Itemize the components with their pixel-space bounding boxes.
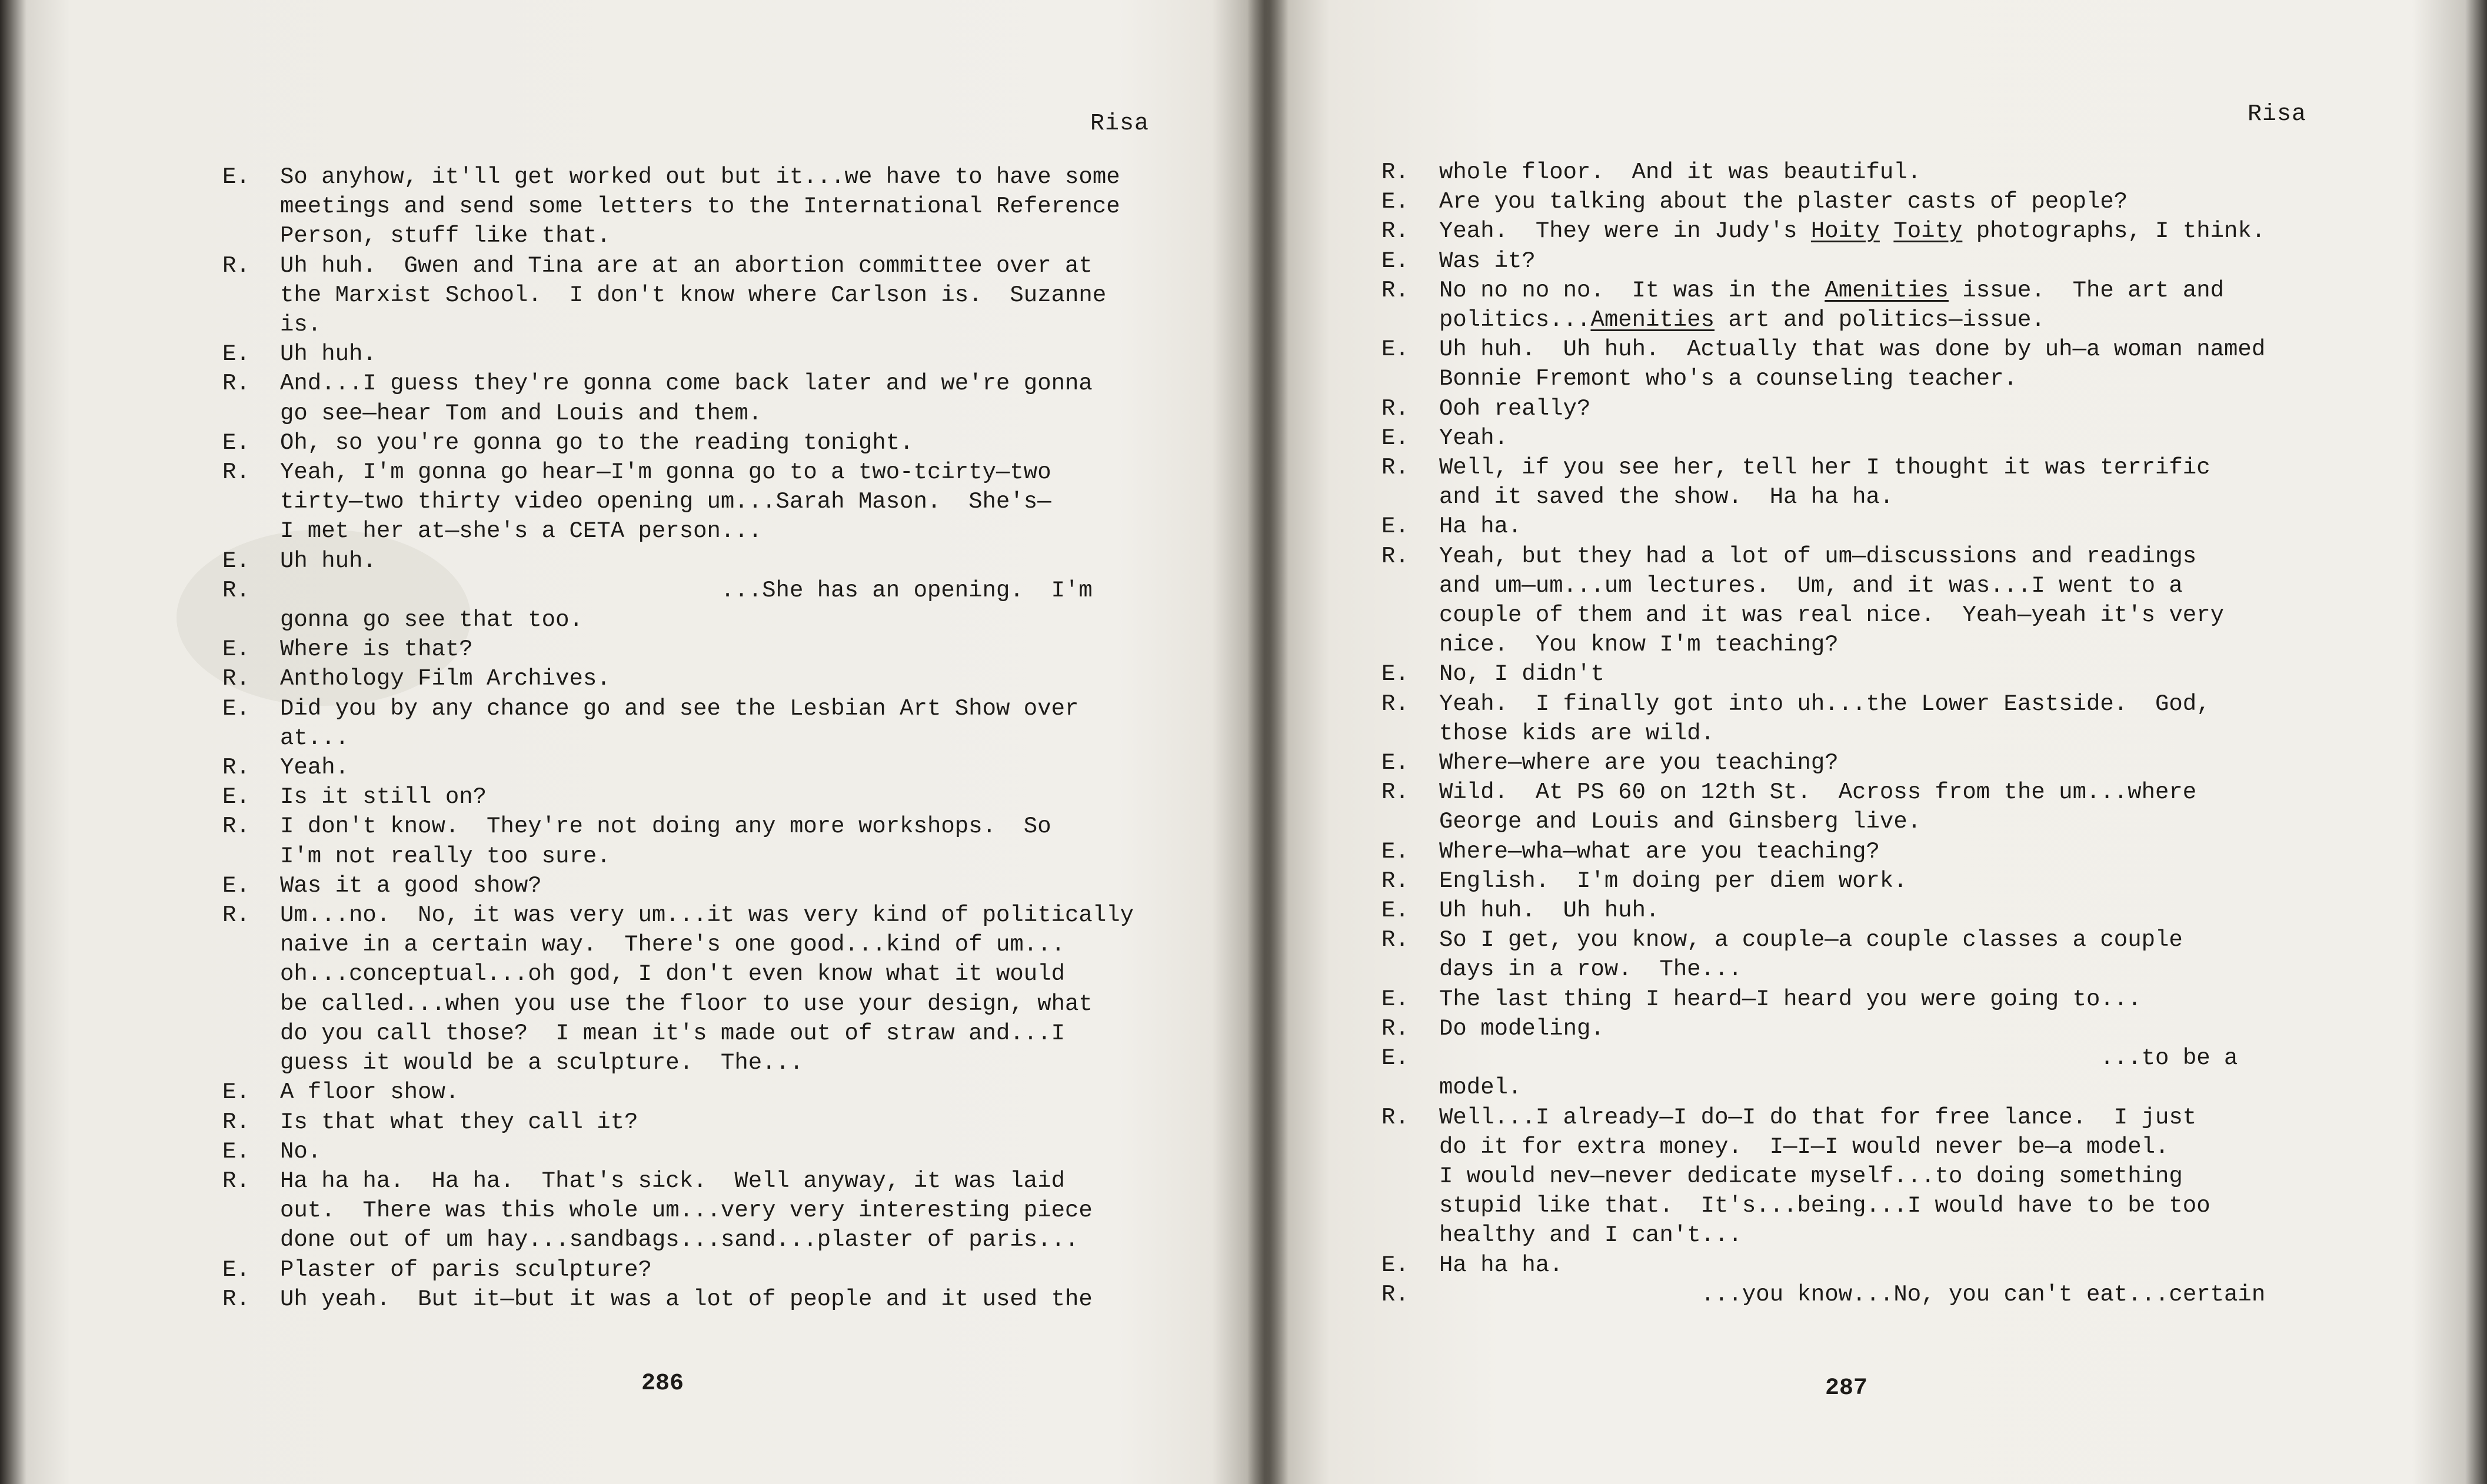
speaker-label: E.: [222, 548, 250, 574]
speaker-label: R.: [222, 666, 250, 692]
transcript-line: [222, 959, 1199, 989]
transcript-line: [1381, 423, 2441, 453]
speaker-label: E.: [222, 695, 250, 722]
transcript-line: [1381, 896, 2441, 925]
speech-text: naive in a certain way. There's one good...kind of um...: [280, 932, 1066, 958]
speech-text: No, I didn't: [1439, 661, 1604, 688]
transcript-line: [222, 251, 1199, 281]
speaker-label: R.: [1381, 868, 1409, 894]
speech-text: Where is that?: [280, 636, 473, 663]
transcript-line: [1381, 1132, 2441, 1162]
speech-text: I met her at—she's a CETA person...: [280, 518, 763, 545]
speech-text: Where—wha—what are you teaching?: [1439, 838, 1880, 865]
transcript-line: [222, 546, 1199, 576]
speaker-label: R.: [222, 755, 250, 781]
transcript-line: [222, 339, 1199, 369]
transcript-line: [222, 842, 1199, 871]
transcript-line: [1381, 1043, 2441, 1073]
transcript-line: [1381, 571, 2441, 601]
transcript-line: [222, 162, 1199, 192]
speaker-label: E.: [1381, 838, 1409, 865]
speaker-label: R.: [1381, 927, 1409, 953]
transcript-line: [222, 605, 1199, 635]
speech-text: Did you by any chance go and see the Lesbian Art Show over: [280, 695, 1079, 722]
speech-text: Wild. At PS 60 on 12th St. Across from the um...where: [1439, 779, 2197, 806]
speaker-label: E.: [1381, 1045, 1409, 1072]
transcript-line: [1381, 601, 2441, 630]
transcript-line: [1381, 542, 2441, 571]
speaker-label: [1381, 630, 1439, 659]
speaker-label: [1381, 601, 1439, 630]
speaker-label: [1381, 482, 1439, 512]
transcript-line: [1381, 1073, 2441, 1102]
speech-text: Ha ha ha.: [1439, 1252, 1563, 1278]
transcript-line: [222, 901, 1199, 930]
speech-text: ...to be a: [1439, 1045, 2238, 1072]
speech-text: go see—hear Tom and Louis and them.: [280, 400, 763, 426]
speech-text: done out of um hay...sandbags...sand...plaster of paris...: [280, 1227, 1079, 1253]
transcript-line: [1381, 482, 2441, 512]
transcript-line: [222, 1108, 1199, 1137]
speech-text: Yeah. I finally got into uh...the Lower Eastside. God,: [1439, 691, 2210, 717]
speech-text: meetings and send some letters to the International Reference: [280, 194, 1120, 220]
transcript-line: [222, 487, 1199, 516]
transcript-line: [1381, 187, 2441, 216]
speech-text: Well...I already—I do—I do that for free lance. I just: [1439, 1104, 2197, 1130]
speech-text: Was it a good show?: [280, 872, 542, 899]
transcript-line: [222, 871, 1199, 901]
transcript-line: [1381, 630, 2441, 659]
speaker-label: [222, 1019, 280, 1048]
speaker-label: [222, 281, 280, 310]
speech-text: oh...conceptual...oh god, I don't even know what it would: [280, 961, 1066, 988]
underlined-title: Amenities: [1825, 277, 1949, 304]
speech-text: nice. You know I'm teaching?: [1439, 632, 1839, 658]
speech-text: the Marxist School. I don't know where Carlson is. Suzanne: [280, 282, 1107, 308]
speaker-label: R.: [1381, 691, 1409, 717]
speaker-label: [222, 310, 280, 339]
speaker-label: [222, 959, 280, 989]
transcript-line: [1381, 276, 2441, 305]
transcript-line: [222, 1285, 1199, 1314]
speech-text: Yeah.: [280, 755, 349, 781]
speech-text: I would nev—never dedicate myself...to doing something: [1439, 1163, 2183, 1189]
transcript-line: [1381, 748, 2441, 778]
transcript-line: [1381, 1191, 2441, 1220]
speech-text: English. I'm doing per diem work.: [1439, 868, 1907, 894]
speech-text: Uh huh. Uh huh.: [1439, 898, 1660, 924]
speech-text: couple of them and it was real nice. Yeah—yeah it's very: [1439, 602, 2225, 629]
speaker-label: [1381, 1073, 1439, 1102]
transcript-line: [1381, 689, 2441, 719]
speech-text: days in a row. The...: [1439, 956, 1742, 983]
speech-text: tirty—two thirty video opening um...Sarah Mason. She's—: [280, 489, 1051, 515]
speech-text: I don't know. They're not doing any more workshops. So: [280, 813, 1051, 840]
transcript-line: [222, 310, 1199, 339]
transcript-line: [222, 192, 1199, 221]
speech-text: Uh huh.: [280, 341, 377, 368]
transcript-line: [222, 458, 1199, 487]
speaker-label: [1381, 1191, 1439, 1220]
speaker-label: E.: [1381, 661, 1409, 688]
speaker-label: [1381, 364, 1439, 393]
speaker-label: [1381, 1132, 1439, 1162]
speech-text: No.: [280, 1138, 322, 1165]
speaker-label: R.: [222, 252, 250, 279]
speech-text: is.: [280, 312, 322, 338]
speaker-label: R.: [1381, 779, 1409, 806]
speaker-label: E.: [222, 1256, 250, 1283]
transcript-line: [222, 1078, 1199, 1107]
speech-text: ...She has an opening. I'm: [280, 577, 1093, 603]
speaker-label: [222, 1048, 280, 1078]
transcript-line: [1381, 955, 2441, 984]
speech-text: Uh yeah. But it—but it was a lot of people and it used the: [280, 1286, 1093, 1312]
speaker-label: R.: [1381, 159, 1409, 185]
speaker-label: R.: [1381, 218, 1409, 245]
speaker-label: E.: [222, 872, 250, 899]
speaker-label: [222, 1225, 280, 1255]
transcript-line: [1381, 1280, 2441, 1309]
speaker-label: [222, 723, 280, 753]
speaker-label: [1381, 807, 1439, 836]
speaker-label: R.: [222, 902, 250, 929]
speech-text: Person, stuff like that.: [280, 223, 611, 249]
transcript-line: [1381, 335, 2441, 364]
transcript-line: [222, 1048, 1199, 1078]
transcript-line: [222, 1166, 1199, 1196]
speaker-label: R.: [1381, 543, 1409, 569]
transcript-line: [1381, 246, 2441, 276]
speech-text: The last thing I heard—I heard you were going to...: [1439, 986, 2142, 1012]
speaker-label: E.: [1381, 1252, 1409, 1278]
transcript-line: [1381, 659, 2441, 689]
speech-text: Anthology Film Archives.: [280, 666, 611, 692]
speech-text: Ha ha ha. Ha ha. That's sick. Well anyway, it was laid: [280, 1168, 1066, 1194]
transcript-line: [1381, 1250, 2441, 1280]
speech-text: Uh huh. Uh huh. Actually that was done by uh—a woman named: [1439, 336, 2266, 363]
transcript-line: [222, 399, 1199, 428]
speaker-label: [222, 516, 280, 546]
speaker-label: [222, 930, 280, 959]
transcript-line: [222, 281, 1199, 310]
underlined-title: Amenities: [1590, 307, 1715, 334]
speaker-label: R.: [1381, 277, 1409, 304]
speech-text: gonna go see that too.: [280, 607, 583, 633]
book-gutter: [1247, 0, 1289, 1484]
speaker-label: [1381, 955, 1439, 984]
speech-text: Ooh really?: [1439, 395, 1591, 422]
underlined-title: Hoity: [1810, 218, 1880, 245]
speaker-label: E.: [1381, 750, 1409, 776]
speech-text: at...: [280, 725, 349, 751]
speech-text: And...I guess they're gonna come back later and we're gonna: [280, 371, 1093, 397]
transcript-line: [1381, 216, 2441, 246]
speaker-label: R.: [222, 1168, 250, 1194]
speaker-label: [222, 605, 280, 635]
speech-text: George and Louis and Ginsberg live.: [1439, 809, 1922, 835]
speech-text: Ha ha.: [1439, 513, 1522, 540]
transcript-line: [1381, 807, 2441, 836]
speaker-label: [1381, 305, 1439, 335]
speech-text: be called...when you use the floor to use your design, what: [280, 991, 1093, 1017]
running-head: Risa: [1090, 111, 1150, 137]
speech-text: ...you know...No, you can't eat...certain: [1439, 1281, 2266, 1308]
speech-text: healthy and I can't...: [1439, 1222, 1742, 1249]
speech-text: guess it would be a sculpture. The...: [280, 1050, 804, 1076]
speaker-label: R.: [1381, 1015, 1409, 1042]
speaker-label: [222, 192, 280, 221]
transcript-line: [1381, 1103, 2441, 1132]
transcript-line: [1381, 1162, 2441, 1191]
speaker-label: E.: [1381, 336, 1409, 363]
speech-text: Um...no. No, it was very um...it was very kind of politically: [280, 902, 1134, 929]
speaker-label: R.: [222, 459, 250, 486]
speech-text: Is that what they call it?: [280, 1109, 638, 1135]
right-page: [1265, 0, 2487, 1484]
underlined-title: Toity: [1893, 218, 1963, 245]
transcript-line: [222, 221, 1199, 251]
transcript-text: [1381, 158, 2441, 1309]
speech-text: No no no no. It was in the Amenities issue. The art and: [1439, 277, 2225, 304]
speech-text: So anyhow, it'll get worked out but it...we have to have some: [280, 164, 1120, 190]
speech-text: Yeah.: [1439, 425, 1509, 451]
speaker-label: R.: [222, 371, 250, 397]
speech-text: whole floor. And it was beautiful.: [1439, 159, 1922, 185]
speaker-label: E.: [1381, 898, 1409, 924]
speech-text: model.: [1439, 1075, 1522, 1101]
speech-text: Do modeling.: [1439, 1015, 1604, 1042]
speech-text: Uh huh. Gwen and Tina are at an abortion committee over at: [280, 252, 1093, 279]
speech-text: Was it?: [1439, 248, 1536, 274]
speaker-label: R.: [1381, 1281, 1409, 1308]
transcript-line: [222, 812, 1199, 841]
speaker-label: [1381, 1220, 1439, 1250]
transcript-line: [1381, 925, 2441, 955]
transcript-line: [222, 428, 1199, 458]
transcript-line: [222, 1137, 1199, 1166]
speaker-label: R.: [1381, 1104, 1409, 1130]
speech-text: politics...Amenities art and politics—issue.: [1439, 307, 2045, 334]
speaker-label: [222, 989, 280, 1019]
transcript-line: [222, 753, 1199, 782]
speaker-label: [1381, 571, 1439, 601]
speaker-label: [222, 487, 280, 516]
speech-text: Well, if you see her, tell her I thought it was terrific: [1439, 455, 2210, 481]
transcript-line: [222, 694, 1199, 723]
transcript-line: [222, 782, 1199, 812]
speaker-label: [1381, 1162, 1439, 1191]
page-number: 286: [641, 1370, 684, 1397]
transcript-line: [222, 1225, 1199, 1255]
transcript-text: [222, 162, 1199, 1314]
transcript-line: [1381, 305, 2441, 335]
speech-text: Plaster of paris sculpture?: [280, 1256, 652, 1283]
speech-text: those kids are wild.: [1439, 720, 1715, 746]
speaker-label: E.: [222, 164, 250, 190]
speaker-label: E.: [222, 1079, 250, 1106]
speaker-label: E.: [222, 341, 250, 368]
page-number: 287: [1825, 1375, 1868, 1402]
transcript-line: [222, 635, 1199, 664]
speech-text: A floor show.: [280, 1079, 460, 1106]
speaker-label: E.: [1381, 425, 1409, 451]
running-head: Risa: [2248, 101, 2307, 128]
speaker-label: R.: [222, 813, 250, 840]
speech-text: Uh huh.: [280, 548, 377, 574]
speech-text: do it for extra money. I—I—I would never be—a model.: [1439, 1133, 2169, 1160]
transcript-line: [1381, 1014, 2441, 1043]
speaker-label: E.: [1381, 189, 1409, 215]
speech-text: and it saved the show. Ha ha ha.: [1439, 484, 1894, 511]
speech-text: Bonnie Fremont who's a counseling teacher.: [1439, 366, 2017, 392]
transcript-line: [1381, 158, 2441, 187]
transcript-line: [222, 576, 1199, 605]
speech-text: Are you talking about the plaster casts of people?: [1439, 189, 2128, 215]
transcript-line: [222, 1196, 1199, 1225]
speaker-label: E.: [222, 429, 250, 456]
speech-text: do you call those? I mean it's made out of straw and...I: [280, 1020, 1066, 1046]
transcript-line: [222, 723, 1199, 753]
transcript-line: [1381, 364, 2441, 393]
speaker-label: E.: [1381, 513, 1409, 540]
speaker-label: E.: [1381, 248, 1409, 274]
speaker-label: R.: [222, 577, 250, 603]
speech-text: stupid like that. It's...being...I would have to be too: [1439, 1193, 2210, 1219]
speaker-label: E.: [1381, 986, 1409, 1012]
transcript-line: [222, 989, 1199, 1019]
speech-text: Yeah. They were in Judy's Hoity Toity photographs, I think.: [1439, 218, 2266, 245]
speaker-label: E.: [222, 784, 250, 811]
speaker-label: [222, 842, 280, 871]
speaker-label: E.: [222, 1138, 250, 1165]
speaker-label: R.: [222, 1109, 250, 1135]
transcript-line: [222, 516, 1199, 546]
transcript-line: [1381, 985, 2441, 1014]
transcript-line: [1381, 512, 2441, 541]
transcript-line: [1381, 394, 2441, 423]
speaker-label: [222, 221, 280, 251]
transcript-line: [222, 369, 1199, 398]
speaker-label: R.: [222, 1286, 250, 1312]
speech-text: Oh, so you're gonna go to the reading tonight.: [280, 429, 914, 456]
speaker-label: [222, 1196, 280, 1225]
speech-text: Is it still on?: [280, 784, 487, 811]
speech-text: and um—um...um lectures. Um, and it was...I went to a: [1439, 572, 2183, 599]
speaker-label: E.: [222, 636, 250, 663]
speaker-label: R.: [1381, 455, 1409, 481]
transcript-line: [222, 1019, 1199, 1048]
transcript-line: [222, 930, 1199, 959]
speech-text: Yeah, but they had a lot of um—discussions and readings: [1439, 543, 2197, 569]
speech-text: out. There was this whole um...very very interesting piece: [280, 1198, 1093, 1224]
speech-text: Yeah, I'm gonna go hear—I'm gonna go to a two-tcirty—two: [280, 459, 1051, 486]
speaker-label: [1381, 719, 1439, 748]
transcript-line: [1381, 719, 2441, 748]
speaker-label: [222, 399, 280, 428]
transcript-line: [1381, 1220, 2441, 1250]
transcript-line: [1381, 453, 2441, 482]
transcript-line: [222, 1255, 1199, 1285]
speech-text: I'm not really too sure.: [280, 843, 611, 869]
transcript-line: [1381, 837, 2441, 866]
transcript-line: [222, 664, 1199, 693]
speech-text: Where—where are you teaching?: [1439, 750, 1839, 776]
transcript-line: [1381, 866, 2441, 896]
transcript-line: [1381, 778, 2441, 807]
speaker-label: R.: [1381, 395, 1409, 422]
speech-text: So I get, you know, a couple—a couple classes a couple: [1439, 927, 2183, 953]
